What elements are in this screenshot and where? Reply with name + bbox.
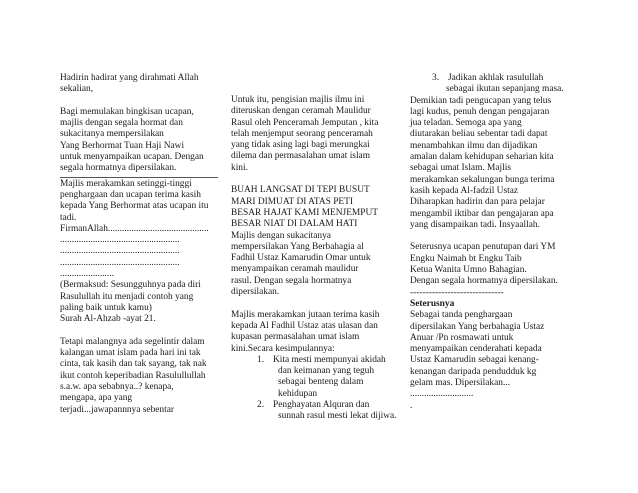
closing-speech-invitation [410, 242, 580, 298]
text-line: tadi. [60, 212, 77, 223]
text-line: cinta, tak kasih dan tak sayang, tak nak [60, 359, 207, 370]
text-line: menambahkan ilmu dan dijadikan [410, 140, 538, 151]
text-line: mengambil iktibar dan pengajaran apa [410, 208, 554, 219]
text-line: segala hormatnya dipersilakan. [60, 163, 177, 174]
list-number: 3. [432, 73, 440, 83]
list-number: 2. [257, 400, 265, 411]
text-line: . [410, 400, 413, 411]
text-line: FirmanAllah........................................... [60, 223, 209, 234]
text-line: ................................................... [60, 257, 180, 268]
text-line: paling baik untuk kamu) [60, 302, 152, 313]
reflection-paragraph [60, 337, 218, 416]
text-line: Seterusnya ucapan penutupan dari YM [410, 242, 556, 253]
text-line: kalangan umat islam pada hari ini tak [60, 348, 201, 359]
text-line: Tetapi malangnya ada segelintir dalam [60, 336, 205, 347]
text-line: Anuar /Pn rosmawati untuk [410, 332, 514, 343]
text-line: kini. [231, 162, 248, 173]
opening-invitation [60, 107, 218, 175]
pantun-and-invitation [231, 185, 403, 298]
text-line: menyampaikan cenderahati kepada [410, 344, 542, 355]
text-line: sekalian, [60, 84, 94, 95]
text-line: Demikian tadi pengucapan yang telus [410, 95, 552, 106]
closing-summary [410, 96, 580, 232]
text-line: mengapa, apa yang [60, 393, 133, 404]
conclusion-list [231, 355, 403, 423]
text-line: kenangan daripada pendudduk kg [410, 366, 537, 377]
text-line: telah menjemput seorang penceramah [231, 128, 373, 139]
list-line: Jadikan akhlak rasulullah [448, 73, 544, 83]
greeting [60, 73, 218, 96]
text-line: Sebagai tanda penghargaan [410, 310, 513, 321]
text-line: yang disampaikan tadi. Insyaallah. [410, 219, 540, 230]
text-line: Ketua Wanita Umno Bahagian. [410, 265, 527, 276]
text-line: Majlis merakamkan jutaan terima kasih [231, 309, 380, 320]
appreciation-and-quote [60, 179, 218, 326]
text-line: untuk menyampaikan ucapan. Dengan [60, 152, 204, 163]
text-line: ................................................... [60, 246, 180, 257]
text-line: diutarakan beliau sebentar tadi dapat [410, 129, 548, 140]
text-line: MARI DIMUAT DI ATAS PETI [231, 196, 353, 207]
text-line: Fadhil Ustaz Kamarudin Omar untuk [231, 253, 371, 264]
text-line: kupasan permasalahan umat islam [231, 332, 360, 343]
list-line: kehidupan [278, 388, 318, 399]
list-item-3 [410, 73, 580, 84]
text-line: sukacitanya mempersilakan [60, 129, 164, 140]
programme-paragraph [231, 95, 403, 174]
text-line: Ustaz Kamarudin sebagai kenang- [410, 355, 539, 366]
section-heading: Seterusnya [410, 298, 455, 309]
list-line: Penghayatan Alquran dan [273, 400, 370, 411]
text-line: menyampaikan ceramah maulidur [231, 264, 359, 275]
list-line: dan keimanan yang teguh [278, 366, 375, 377]
text-line: terjadi...jawapannnya sebentar [60, 404, 175, 415]
thanks-paragraph [231, 310, 403, 355]
text-line: amalan dalam kehidupan seharian kita [410, 152, 554, 163]
text-line: BUAH LANGSAT DI TEPI BUSUT [231, 185, 370, 196]
text-line: mempersilakan Yang Berbahagia al [231, 241, 364, 252]
text-line: yang tidak asing lagi bagi merungkai [231, 140, 370, 151]
text-line: Majlis merakamkan setinggi-tinggi [60, 178, 192, 189]
text-line: ikut contoh keperibadian Rasulullullah [60, 370, 206, 381]
text-line: Yang Berhormat Tuan Haji Nawi [60, 140, 185, 151]
text-line: dilema dan permasalahan umat islam [231, 151, 371, 162]
text-line: Surah Al-Ahzab -ayat 21. [60, 314, 156, 325]
text-line: s.a.w. apa sebabnya..? kenapa, [60, 382, 174, 393]
text-line: lagi kudus, penuh dengan pengajaran [410, 106, 550, 117]
text-line: Diharapkan hadirin dan para pelajar [410, 197, 545, 208]
text-line: dipersilakan. [231, 287, 280, 298]
column-middle [231, 95, 403, 423]
text-line: Bagi memulakan bingkisan ucapan, [60, 106, 194, 117]
text-line: ------------------------------ [410, 287, 504, 298]
text-line: merakamkan sekalungan bunga terima [410, 174, 555, 185]
text-line: kasih kepada Al-fadzil Ustaz [410, 185, 519, 196]
text-line: Untuk itu, pengisian majlis ilmu ini [231, 95, 365, 105]
list-number: 1. [257, 354, 265, 365]
column-right [410, 73, 580, 412]
list-line: sunnah rasul mesti lekat dijiwa. [278, 411, 397, 422]
text-line: ........................... [410, 389, 474, 400]
text-line: (Bermaksud: Sesungguhnya pada diri [60, 280, 201, 291]
text-line: Rasul oleh Penceramah Jemputan , kita [231, 117, 379, 128]
list-line: sebagai ikutan sepanjang masa. [446, 84, 564, 95]
divider [60, 177, 218, 178]
text-line: kepada Al Fadhil Ustaz atas ulasan dan [231, 320, 378, 331]
column-left [60, 73, 218, 416]
text-line: kini.Secara kesimpulannya: [231, 343, 335, 354]
text-line: Majlis dengan sukacitanya [231, 230, 331, 241]
text-line: BESAR HAJAT KAMI MENJEMPUT [231, 207, 378, 218]
text-line: ................................................... [60, 235, 180, 246]
text-line: penghargaan dan ucapan terima kasih [60, 189, 201, 200]
text-line: ....................... [60, 269, 114, 280]
text-line: dipersilakan Yang berbahagia Ustaz [410, 321, 545, 332]
text-line: Dengan segala hormatnya dipersilakan. [410, 276, 558, 287]
list-line: Kita mesti mempunyai akidah [273, 354, 386, 365]
text-line: majlis dengan segala hormat dan [60, 118, 183, 129]
text-line: Rasulullah itu menjadi contoh yang [60, 291, 194, 302]
text-line: Hadirin hadirat yang dirahmati Allah [60, 73, 199, 83]
text-line: diteruskan dengan ceramah Maulidur [231, 106, 371, 117]
list-item [231, 400, 403, 411]
text-line: rasul. Dengan segala hormatnya [231, 275, 352, 286]
text-line: gelam mas. Dipersilakan... [410, 378, 510, 389]
souvenir-paragraph [410, 310, 580, 412]
text-line: BESAR NIAT DI DALAM HATI [231, 219, 358, 230]
list-line: sebagai benteng dalam [278, 377, 364, 388]
text-line: Engku Naimah bt Engku Taib [410, 253, 522, 264]
text-line: jua teladan. Semoga apa yang [410, 118, 522, 129]
text-line: kepada Yang Berhormat atas ucapan itu [60, 201, 209, 212]
list-item [231, 355, 403, 366]
text-line: sebagai umat Islam. Majlis [410, 163, 512, 174]
